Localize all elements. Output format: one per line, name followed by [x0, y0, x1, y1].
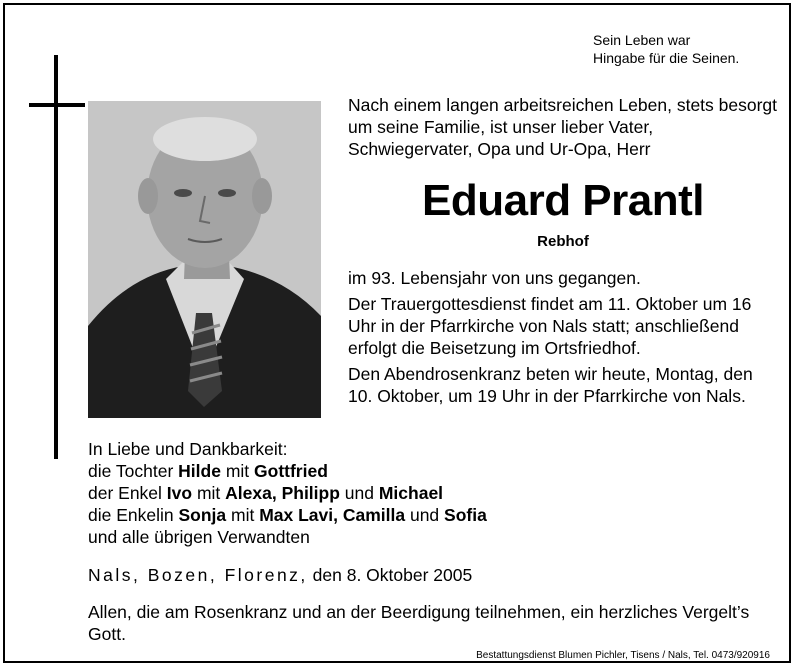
relation-text: die Tochter — [88, 461, 179, 481]
intro-paragraph: Nach einem langen arbeitsreichen Leben, stets besorgt um seine Familie, ist unser lieber Vater, Schwiegervater, Opa und Ur-Opa, Herr — [348, 95, 778, 159]
date-text: den 8. Oktober 2005 — [307, 565, 473, 585]
connector-text: mit — [192, 483, 226, 503]
connector-text: und — [405, 505, 445, 525]
mourner-name: Alexa, Philipp — [225, 483, 340, 503]
mourner-name: Sonja — [178, 505, 227, 525]
obituary-notice — [3, 3, 791, 663]
mourner-name: Michael — [378, 483, 444, 503]
motto-line: Sein Leben war — [593, 32, 691, 48]
place-date — [88, 564, 688, 586]
connector-text: mit — [226, 505, 260, 525]
cross-bar — [29, 103, 85, 107]
mourners-closing: und alle übrigen Verwandten — [88, 527, 310, 547]
mourners-line — [88, 482, 778, 504]
rosary-paragraph: Den Abendrosenkranz beten wir heute, Montag, den 10. Oktober, um 19 Uhr in der Pfarrkirche von Nals. — [348, 364, 753, 406]
motto-line: Hingabe für die Seinen. — [593, 50, 740, 66]
intro-text — [348, 94, 778, 160]
service-details — [348, 267, 778, 411]
funeral-service-credit: Bestattungsdienst Blumen Pichler, Tisens / Nals, Tel. 0473/920916 — [476, 650, 770, 661]
place-names: Nals, Bozen, Florenz, — [88, 565, 308, 585]
mourner-name: Hilde — [178, 461, 221, 481]
mourner-name: Max Lavi, Camilla — [259, 505, 406, 525]
mourners-line — [88, 504, 778, 526]
motto — [593, 31, 739, 67]
mourners-list — [88, 438, 778, 548]
thanks-text: Allen, die am Rosenkranz und an der Beerdigung teilnehmen, ein herzliches Vergelt’s Gott. — [88, 602, 750, 644]
mourners-heading: In Liebe und Dankbarkeit: — [88, 439, 288, 459]
relation-text: der Enkel — [88, 483, 167, 503]
connector-text: mit — [220, 461, 255, 481]
mourner-name: Gottfried — [254, 461, 328, 481]
connector-text: und — [339, 483, 379, 503]
funeral-paragraph: Der Trauergottesdienst findet am 11. Oktober um 16 Uhr in der Pfarrkirche von Nals statt; anschließend erfolgt die Beisetzung im Ortsfriedhof. — [348, 294, 752, 358]
deceased-name: Eduard Prantl — [422, 176, 704, 225]
mourner-name: Ivo — [166, 483, 193, 503]
portrait-photo — [88, 101, 321, 418]
relation-text: die Enkelin — [88, 505, 179, 525]
cross-icon — [54, 55, 58, 459]
mourner-name: Sofia — [444, 505, 487, 525]
age-line: im 93. Lebensjahr von uns gegangen. — [348, 268, 641, 288]
mourners-line — [88, 460, 778, 482]
house-name: Rebhof — [537, 233, 589, 250]
